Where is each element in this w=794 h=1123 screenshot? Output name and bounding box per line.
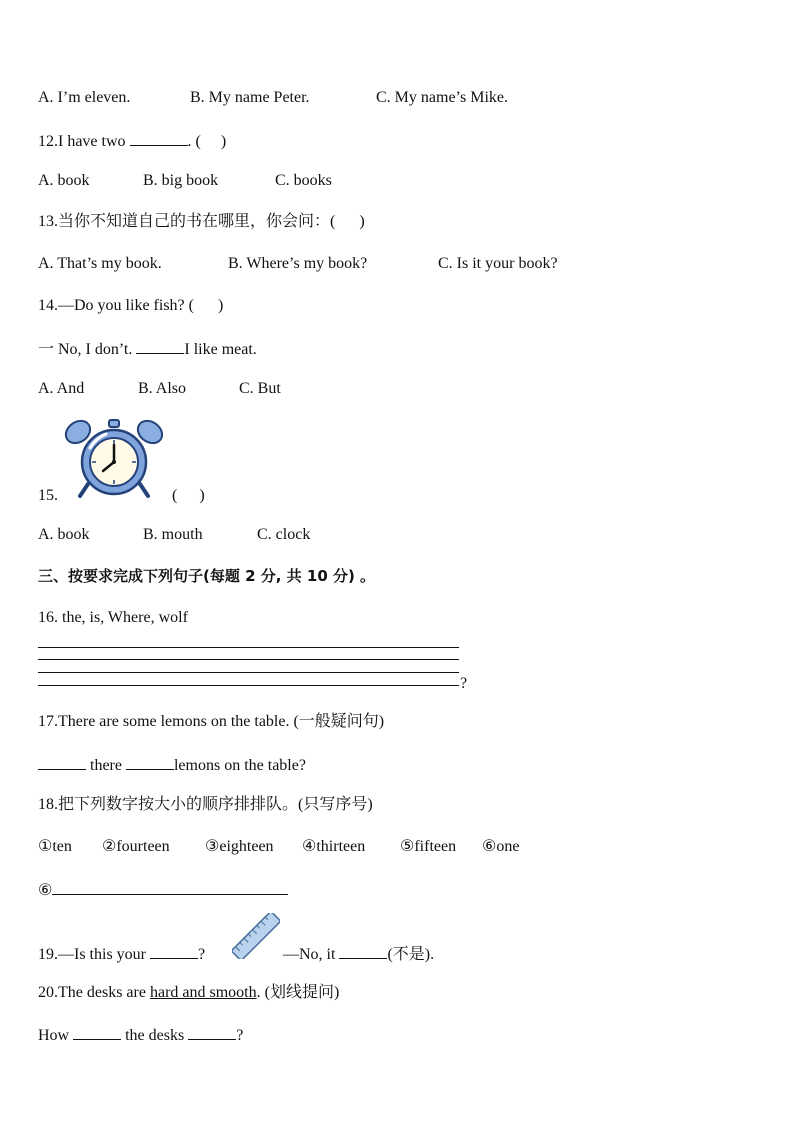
q19-blank-2[interactable] bbox=[339, 943, 387, 959]
q18-item: ④thirteen bbox=[302, 838, 366, 855]
q19-text: —Is this your bbox=[58, 946, 146, 963]
q14-reply-start: 一 No, I don’t. bbox=[38, 341, 133, 358]
q12-option-c[interactable]: C. books bbox=[275, 172, 332, 189]
q12-paren-close: ) bbox=[220, 133, 227, 150]
q16-answer-line-4[interactable] bbox=[38, 685, 459, 686]
q11-option-c[interactable]: C. My name’s Mike. bbox=[376, 89, 508, 106]
q18-item: ⑤fifteen bbox=[400, 838, 457, 855]
q18-answer-start: ⑥ bbox=[38, 882, 53, 899]
q15-paren-close: ) bbox=[199, 487, 205, 504]
q19-reply bbox=[283, 943, 434, 965]
q20-answer bbox=[38, 1024, 243, 1046]
ruler-image bbox=[232, 913, 280, 959]
q18-item: ②fourteen bbox=[102, 838, 170, 855]
q12-option-b[interactable]: B. big book bbox=[143, 172, 219, 189]
q18-item: ①ten bbox=[38, 838, 72, 855]
q17-number: 17. bbox=[38, 713, 58, 730]
question-13 bbox=[38, 212, 365, 232]
q12-blank[interactable] bbox=[130, 130, 188, 146]
q19-number: 19. bbox=[38, 946, 58, 963]
q11-option-a[interactable]: A. I’m eleven. bbox=[38, 89, 131, 106]
q12-number: 12. bbox=[38, 133, 58, 150]
q16-answer-line-2[interactable] bbox=[38, 659, 459, 660]
q12-option-a[interactable]: A. book bbox=[38, 172, 90, 189]
section-3-heading: 三、按要求完成下列句子(每题 2 分, 共 10 分) 。 bbox=[38, 567, 376, 585]
q14-text: —Do you like fish? ( bbox=[58, 297, 194, 314]
q20-blank-2[interactable] bbox=[188, 1024, 236, 1040]
q17-answer-end: lemons on the table? bbox=[173, 757, 306, 774]
q15-parens bbox=[172, 486, 205, 506]
q12-paren-open: . ( bbox=[187, 133, 201, 150]
q19-question-mark: ? bbox=[198, 946, 206, 963]
q15-paren-open: ( bbox=[172, 487, 178, 504]
q15-option-b[interactable]: B. mouth bbox=[143, 526, 203, 543]
q13-number: 13. bbox=[38, 213, 58, 230]
q17-text: There are some lemons on the table. (一般疑问句) bbox=[58, 713, 385, 730]
q20-text-before: The desks are bbox=[58, 984, 150, 1001]
q20-number: 20. bbox=[38, 984, 58, 1001]
question-15 bbox=[38, 486, 58, 506]
q18-number: 18. bbox=[38, 796, 58, 813]
q14-option-b[interactable]: B. Also bbox=[138, 380, 187, 397]
q18-item: ⑥one bbox=[482, 838, 520, 855]
q17-answer-mid: there bbox=[90, 757, 122, 774]
question-12 bbox=[38, 130, 226, 152]
q17-answer bbox=[38, 754, 306, 776]
q16-words: the, is, Where, wolf bbox=[62, 609, 188, 626]
q14-blank[interactable] bbox=[136, 338, 184, 354]
q19-reply-text: —No, it bbox=[283, 946, 336, 963]
q15-option-a[interactable]: A. book bbox=[38, 526, 90, 543]
q17-blank-1[interactable] bbox=[38, 754, 86, 770]
q12-text: I have two bbox=[58, 133, 126, 150]
q13-paren-close: ) bbox=[359, 213, 365, 230]
q14-reply-end: I like meat. bbox=[184, 341, 257, 358]
q16-answer-line-3[interactable] bbox=[38, 672, 459, 673]
q11-option-b[interactable]: B. My name Peter. bbox=[190, 89, 310, 106]
q16-answer-line-1[interactable] bbox=[38, 647, 459, 648]
q20-answer-end: ? bbox=[236, 1027, 244, 1044]
q19-hint: (不是). bbox=[387, 946, 435, 963]
q19-blank-1[interactable] bbox=[150, 943, 198, 959]
question-17 bbox=[38, 712, 384, 732]
q20-underlined-phrase: hard and smooth bbox=[149, 984, 257, 1001]
question-19 bbox=[38, 943, 205, 965]
alarm-clock-image bbox=[62, 418, 166, 500]
q16-number: 16. bbox=[38, 609, 58, 626]
question-18 bbox=[38, 795, 373, 815]
q18-answer-blank[interactable] bbox=[52, 879, 288, 895]
q13-option-a[interactable]: A. That’s my book. bbox=[38, 255, 162, 272]
q15-option-c[interactable]: C. clock bbox=[257, 526, 311, 543]
q14-paren-close: ) bbox=[217, 297, 224, 314]
q16-question-mark: ? bbox=[460, 675, 468, 692]
q18-item: ③eighteen bbox=[205, 838, 274, 855]
q20-answer-start: How bbox=[38, 1027, 70, 1044]
q14-reply bbox=[38, 338, 257, 360]
question-16 bbox=[38, 608, 188, 628]
question-20 bbox=[38, 983, 339, 1003]
q13-option-b[interactable]: B. Where’s my book? bbox=[228, 255, 368, 272]
q18-text: 把下列数字按大小的顺序排排队。(只写序号) bbox=[58, 796, 373, 813]
q20-text-after: . (划线提问) bbox=[256, 984, 340, 1001]
q20-blank-1[interactable] bbox=[73, 1024, 121, 1040]
q17-blank-2[interactable] bbox=[126, 754, 174, 770]
q14-number: 14. bbox=[38, 297, 58, 314]
q14-option-a[interactable]: A. And bbox=[38, 380, 85, 397]
q20-answer-mid: the desks bbox=[125, 1027, 185, 1044]
q14-option-c[interactable]: C. But bbox=[239, 380, 281, 397]
question-14 bbox=[38, 296, 223, 316]
q13-option-c[interactable]: C. Is it your book? bbox=[438, 255, 558, 272]
q13-text: 当你不知道自己的书在哪里，你会问：( bbox=[58, 213, 336, 230]
q18-answer bbox=[38, 879, 288, 901]
q15-number: 15. bbox=[38, 487, 58, 504]
